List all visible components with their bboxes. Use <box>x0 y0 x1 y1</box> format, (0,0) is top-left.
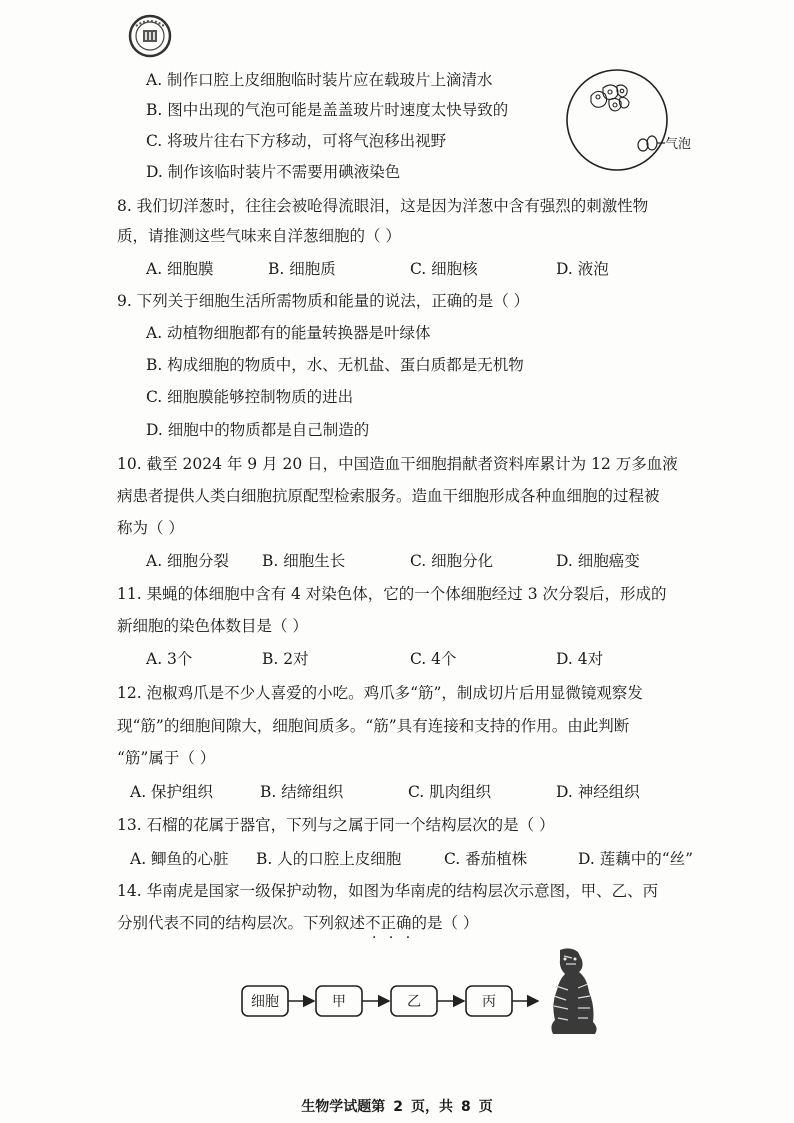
q12-options <box>130 782 640 802</box>
q12-stem-line2: 现“筋”的细胞间隙大，细胞间质多。“筋”具有连接和支持的作用。由此判断 <box>117 717 630 735</box>
q12-option-d: D. 神经组织 <box>556 783 640 801</box>
q8-option-c: C. 细胞核 <box>410 260 478 278</box>
q14-stem-line1: 14. 华南虎是国家一级保护动物，如图为华南虎的结构层次示意图，甲、乙、丙 <box>117 882 659 900</box>
q9-option-b: B. 构成细胞的物质中，水、无机盐、蛋白质都是无机物 <box>146 356 524 374</box>
q7-option-b: B. 图中出现的气泡可能是盖盖玻片时速度太快导致的 <box>146 101 509 119</box>
q11-option-b: B. 2对 <box>262 650 309 668</box>
q12-option-a: A. 保护组织 <box>130 783 214 801</box>
label-yi: 乙 <box>407 995 421 1010</box>
q14-stem-line2: 分别代表不同的结构层次。下列叙述不正确的是（ ） <box>117 914 479 932</box>
q11-option-c: C. 4个 <box>410 650 457 668</box>
q9-stem: 9. 下列关于细胞生活所需物质和能量的说法，正确的是（ ） <box>117 292 530 310</box>
q10-stem-line3: 称为（ ） <box>117 519 184 537</box>
south-china-tiger-image <box>538 946 604 1038</box>
q7-option-c: C. 将玻片往右下方移动，可将气泡移出视野 <box>146 132 447 150</box>
q12-option-b: B. 结缔组织 <box>260 783 344 801</box>
q10-stem-line1: 10. 截至 2024 年 9 月 20 日，中国造血干细胞捐献者资料库累计为 12 万多血液 <box>117 455 678 473</box>
q11-option-a: A. 3个 <box>146 650 193 668</box>
label-bing: 丙 <box>482 995 496 1010</box>
q13-option-b: B. 人的口腔上皮细胞 <box>256 850 402 868</box>
q8-stem-line2: 质，请推测这些气味来自洋葱细胞的（ ） <box>117 227 401 245</box>
q9-option-a: A. 动植物细胞都有的能量转换器是叶绿体 <box>146 324 431 342</box>
q8-option-d: D. 液泡 <box>556 260 609 278</box>
footer-page-number: 2 <box>393 1099 403 1115</box>
q11-options <box>146 649 603 669</box>
q8-stem-line1: 8. 我们切洋葱时，往往会被呛得流眼泪，这是因为洋葱中含有强烈的刺激性物 <box>117 197 649 215</box>
q10-options <box>146 551 640 571</box>
page-footer <box>0 1096 794 1116</box>
label-cell: 细胞 <box>251 995 279 1010</box>
q13-option-d: D. 莲藕中的“丝” <box>578 850 694 868</box>
q10-option-a: A. 细胞分裂 <box>146 552 230 570</box>
q11-stem-line1: 11. 果蝇的体细胞中含有 4 对染色体，它的一个体细胞经过 3 次分裂后，形成的 <box>117 585 667 603</box>
q13-stem: 13. 石榴的花属于器官，下列与之属于同一个结构层次的是（ ） <box>117 816 555 834</box>
footer-suffix: 页 <box>478 1099 493 1115</box>
footer-middle: 页，共 <box>411 1099 453 1115</box>
q7-option-a: A. 制作口腔上皮细胞临时装片应在载玻片上滴清水 <box>146 71 493 89</box>
bubble-label: 气泡 <box>665 136 692 151</box>
q8-option-a: A. 细胞膜 <box>146 260 214 278</box>
microscope-field-figure <box>565 68 715 178</box>
q7-option-d: D. 制作该临时装片不需要用碘液染色 <box>146 163 401 181</box>
q8-options <box>146 259 609 279</box>
label-jia: 甲 <box>332 995 346 1010</box>
footer-total-pages: 8 <box>461 1099 471 1115</box>
q13-options <box>130 849 693 869</box>
q10-option-c: C. 细胞分化 <box>410 552 494 570</box>
structure-hierarchy-diagram <box>240 980 540 1022</box>
emphasis-dots: · · · <box>372 930 415 946</box>
q12-option-c: C. 肌肉组织 <box>408 783 492 801</box>
q10-option-d: D. 细胞癌变 <box>556 552 640 570</box>
q8-option-b: B. 细胞质 <box>268 260 336 278</box>
q13-option-a: A. 鲫鱼的心脏 <box>130 850 229 868</box>
q12-stem-line3: “筋”属于（ ） <box>117 749 216 767</box>
q9-option-d: D. 细胞中的物质都是自己制造的 <box>146 421 370 439</box>
school-seal-logo <box>128 14 172 58</box>
q10-stem-line2: 病患者提供人类白细胞抗原配型检索服务。造血干细胞形成各种血细胞的过程被 <box>117 487 660 505</box>
q13-option-c: C. 番茄植株 <box>444 850 528 868</box>
q10-option-b: B. 细胞生长 <box>262 552 346 570</box>
q11-stem-line2: 新细胞的染色体数目是（ ） <box>117 617 308 635</box>
q9-option-c: C. 细胞膜能够控制物质的进出 <box>146 388 354 406</box>
q11-option-d: D. 4对 <box>556 650 604 668</box>
q12-stem-line1: 12. 泡椒鸡爪是不少人喜爱的小吃。鸡爪多“筋”，制成切片后用显微镜观察发 <box>117 684 643 702</box>
footer-prefix: 生物学试题第 <box>301 1099 386 1115</box>
